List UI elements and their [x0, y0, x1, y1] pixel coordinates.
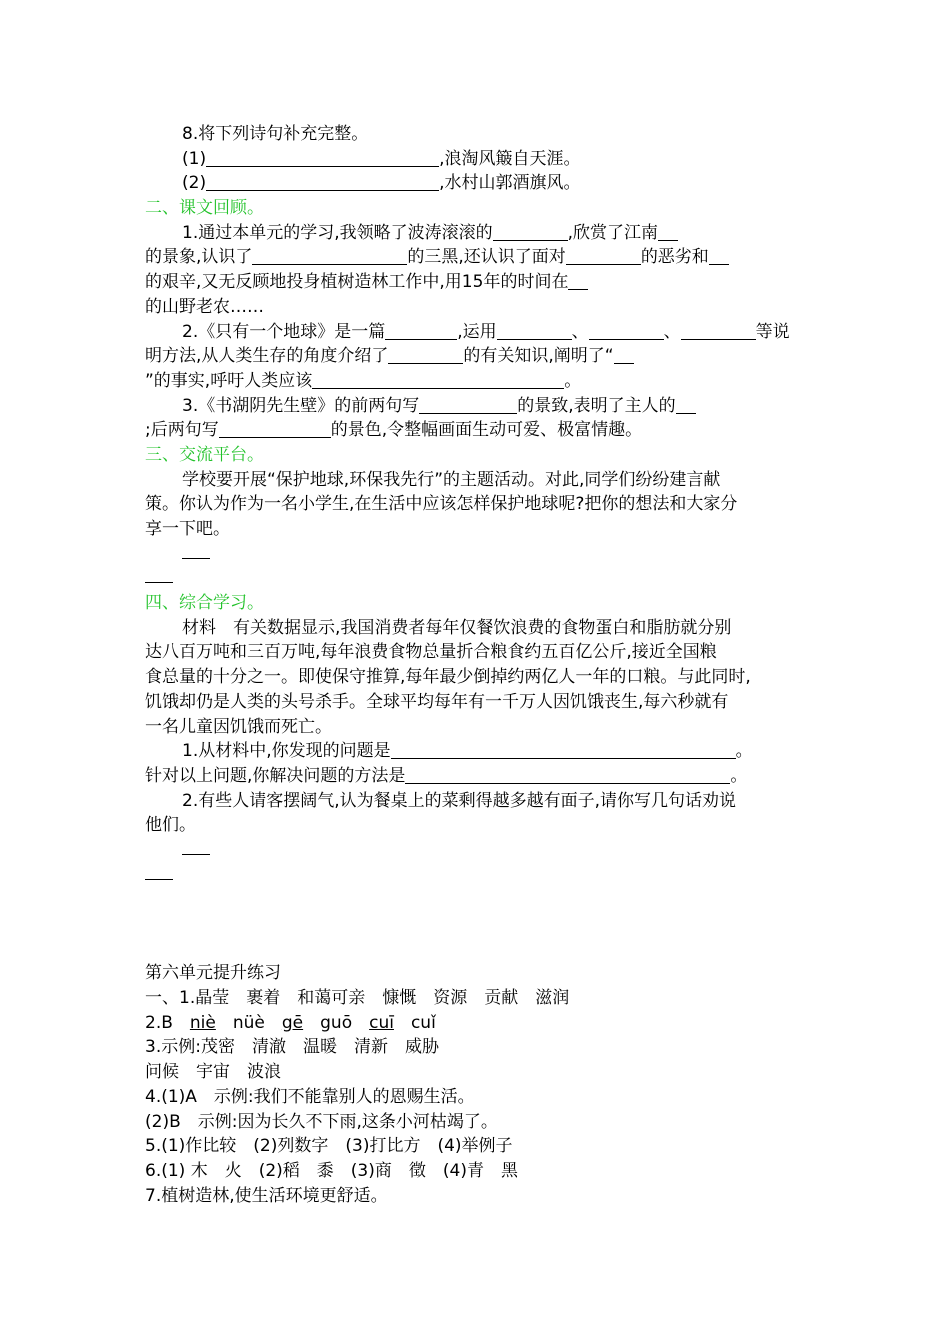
- s2-q1-line-4: 的山野老农……: [145, 296, 264, 317]
- s2-q3-line-2: ;后两句写 的景色,令整幅画面生动可爱、极富情趣。: [145, 420, 643, 441]
- answer-blank[interactable]: [391, 740, 736, 759]
- answer-2: 2.B niè nüè gē guō cuī cuǐ: [145, 1012, 436, 1033]
- answer-blank[interactable]: [405, 765, 730, 784]
- answer-blank[interactable]: [419, 395, 517, 414]
- worksheet-page: [145, 122, 810, 1208]
- answers-title: 第六单元提升练习: [145, 963, 281, 984]
- answer-4b: (2)B 示例:因为长久不下雨,这条小河枯竭了。: [145, 1111, 498, 1132]
- answer-blank[interactable]: [568, 271, 588, 290]
- writing-line[interactable]: [145, 542, 810, 567]
- answer-1: 一、1.晶莹 裹着 和蔼可亲 慷慨 资源 贡献 滋润: [145, 988, 570, 1009]
- writing-line[interactable]: [145, 566, 810, 591]
- answer-blank[interactable]: [497, 321, 572, 340]
- answer-5: 5.(1)作比较 (2)列数字 (3)打比方 (4)举例子: [145, 1136, 513, 1157]
- section-3-heading: 三、交流平台。: [145, 444, 264, 465]
- s2-q1-line-1: 1.通过本单元的学习,我领略了波涛滚滚的 ,欣赏了江南: [145, 221, 810, 246]
- answer-6: 6.(1) 木 火 (2)稻 黍 (3)商 徵 (4)青 黑: [145, 1160, 518, 1181]
- answer-blank[interactable]: [312, 370, 564, 389]
- s4-line-2: 达八百万吨和三百万吨,每年浪费食物总量折合粮食约五百亿公斤,接近全国粮: [145, 642, 717, 663]
- answer-blank[interactable]: [676, 395, 696, 414]
- spacer: [145, 912, 810, 937]
- s4-line-5: 一名儿童因饥饿而死亡。: [145, 716, 332, 737]
- s3-line-1: 学校要开展“保护地球,环保我先行”的主题活动。对此,同学们纷纷建言献: [182, 469, 721, 490]
- spacer: [145, 887, 810, 912]
- answer-blank[interactable]: [206, 172, 439, 191]
- answer-blank[interactable]: [709, 246, 729, 265]
- answer-blank[interactable]: [493, 222, 568, 241]
- answer-3b: 问候 宇宙 波浪: [145, 1062, 281, 1083]
- answer-blank[interactable]: [388, 345, 463, 364]
- answer-4: 4.(1)A 示例:我们不能靠别人的恩赐生活。: [145, 1086, 475, 1107]
- answer-blank[interactable]: [385, 321, 457, 340]
- s2-q1-line-3: 的艰辛,又无反顾地投身植树造林工作中,用15年的时间在: [145, 270, 810, 295]
- answer-blank[interactable]: [658, 222, 678, 241]
- s4-q2-line-2: 他们。: [145, 815, 196, 836]
- answer-3: 3.示例:茂密 清澈 温暖 清新 威胁: [145, 1037, 439, 1058]
- answer-blank[interactable]: [252, 246, 407, 265]
- writing-line[interactable]: [145, 863, 810, 888]
- s3-line-3: 享一下吧。: [145, 519, 230, 539]
- s2-q2-line-1: 2.《只有一个地球》是一篇 ,运用 、 、 等说: [182, 321, 790, 342]
- q8-line-1: (1) ,浪淘风簸自天涯。: [182, 148, 581, 169]
- answer-blank[interactable]: [589, 321, 664, 340]
- answer-blank[interactable]: [614, 345, 634, 364]
- answer-7: 7.植树造林,使生活环境更舒适。: [145, 1185, 388, 1206]
- s3-line-2: 策。你认为作为一名小学生,在生活中应该怎样保护地球呢?把你的想法和大家分: [145, 494, 738, 515]
- section-4-heading: 四、综合学习。: [145, 593, 264, 614]
- s4-line-3: 食总量的十分之一。即使保守推算,每年最少倒掉约两亿人一年的口粮。与此同时,: [145, 667, 751, 688]
- answer-blank[interactable]: [219, 419, 331, 438]
- s4-line-4: 饥饿却仍是人类的头号杀手。全球平均每年有一千万人因饥饿丧生,每六秒就有: [145, 691, 729, 712]
- answer-blank[interactable]: [566, 246, 641, 265]
- s2-q2-line-2: 明方法,从人类生存的角度介绍了 的有关知识,阐明了“: [145, 344, 810, 369]
- q8-title: 8.将下列诗句补充完整。: [182, 124, 369, 144]
- section-2-heading: 二、课文回顾。: [145, 198, 264, 219]
- s4-q1-line-2: 针对以上问题,你解决问题的方法是 。: [145, 765, 748, 786]
- writing-line[interactable]: [145, 838, 810, 863]
- s4-line-1: 材料 有关数据显示,我国消费者每年仅餐饮浪费的食物蛋白和脂肪就分别: [182, 617, 732, 638]
- q8-line-2: (2) ,水村山郭酒旗风。: [182, 173, 581, 194]
- answer-blank[interactable]: [206, 148, 439, 167]
- s2-q1-line-2: 的景象,认识了 的三黑,还认识了面对 的恶劣和: [145, 245, 810, 270]
- s4-q1-line-1: 1.从材料中,你发现的问题是 。: [182, 741, 753, 762]
- s2-q2-line-3: ”的事实,呼吁人类应该 。: [145, 370, 582, 391]
- answer-blank[interactable]: [681, 321, 756, 340]
- spacer: [145, 937, 810, 962]
- s2-q3-line-1: 3.《书湖阴先生壁》的前两句写 的景致,表明了主人的: [145, 394, 810, 419]
- s4-q2-line-1: 2.有些人请客摆阔气,认为餐桌上的菜剩得越多越有面子,请你写几句话劝说: [182, 790, 737, 811]
